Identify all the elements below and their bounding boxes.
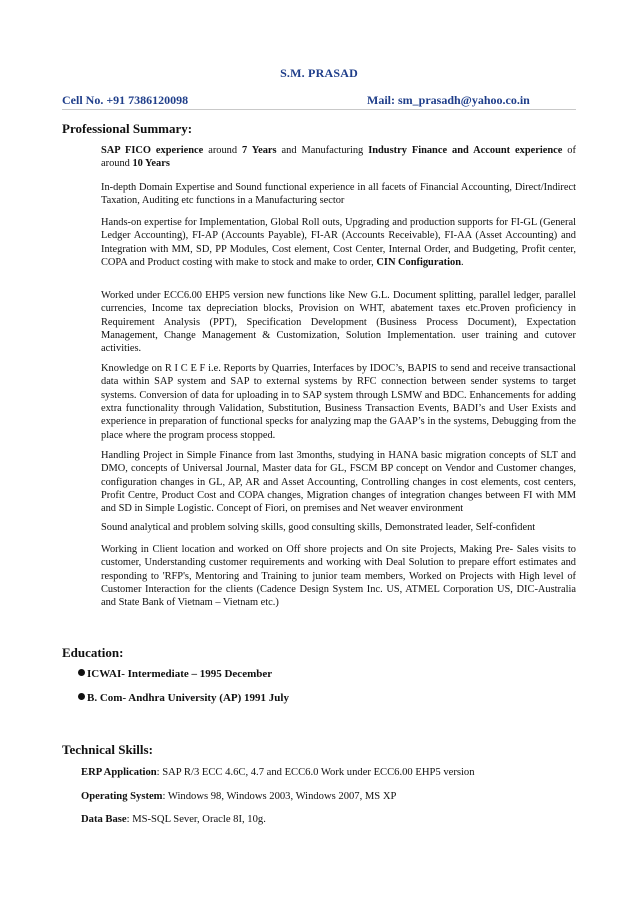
summary-paragraph-domain: In-depth Domain Expertise and Sound functional experience in all facets of Financial Accounting, Direct/Indirect Taxation, Auditing etc functions in a Manufacturing sector xyxy=(101,182,576,207)
text-fragment: and Manufacturing xyxy=(276,145,369,156)
summary-paragraph-ricef: Knowledge on R I C E F i.e. Reports by Quarries, Interfaces by IDOC’s, BAPIS to send and receive transactional data within SAP system and SAP to external systems by RFC connection between sender systems to target systems. Conversion of data for uploading in to SAP system through LSMW and BDC. Enhancements for adding extra functionality through Validation, Substitution, Business Transaction Events, BADI’s and User Exists and experience in preparation of functional specks for analyzing map the GAAP’s in the systems, Debugging from the place where the program process stopped. xyxy=(101,363,576,441)
industry-experience-text: Industry Finance and Account experience xyxy=(368,145,563,156)
summary-paragraph-implementation xyxy=(101,216,576,269)
education-item-text: ICWAI- Intermediate – 1995 December xyxy=(87,668,273,680)
text-fragment: . xyxy=(460,257,464,269)
summary-paragraph-experience xyxy=(101,144,576,171)
text-fragment: Hands-on expertise for Implementation, Global Roll outs, Upgrading and production supports for FI-GL (General Ledger Accounting), FI-AP (Accounts Payable), FI-AR (Accounts Receivable), FI-AA (Asset Accounting) and Integration with MM, SD, PP Modules, Cost element, Cost Center, Internal Order, and Budgeting, Profit center, COPA and Product costing with make to stock and make to order, xyxy=(101,217,576,269)
cell-number: Cell No. +91 7386120098 xyxy=(62,93,189,107)
bullet-icon xyxy=(78,693,85,700)
summary-heading: Professional Summary: xyxy=(62,121,193,136)
years-fico: 7 Years xyxy=(242,145,277,156)
skill-erp xyxy=(81,767,475,778)
text-fragment: of around xyxy=(101,145,576,170)
header-divider xyxy=(62,109,576,110)
education-item-text: B. Com- Andhra University (AP) 1991 July xyxy=(87,692,289,704)
technical-skills-heading: Technical Skills: xyxy=(62,742,153,757)
text-fragment: around xyxy=(203,145,243,156)
summary-paragraph-ecc6: Worked under ECC6.00 EHP5 version new functions like New G.L. Document splitting, parallel ledger, parallel currencies, Income tax depreciation blocks, Provision on WHT, abatement taxes etc.Proven proficiency in Requirement Analysis (PPT), Specification Development (Business Process Document), Expectation Management, Change Management & Customization, Solution Implementation. user training and cutover activities. xyxy=(101,290,576,355)
skill-value: : SAP R/3 ECC 4.6C, 4.7 and ECC6.0 Work under ECC6.00 EHP5 version xyxy=(156,767,475,778)
fico-experience-text: SAP FICO experience xyxy=(101,145,204,156)
skill-label: Operating System xyxy=(81,791,163,802)
bullet-icon xyxy=(78,669,85,676)
candidate-name: S.M. PRASAD xyxy=(280,66,358,80)
cin-configuration-text: CIN Configuration xyxy=(376,257,461,269)
summary-paragraph-simple-finance: Handling Project in Simple Finance from last 3months, studying in HANA basic migration concepts of SLT and DMO, concepts of Universal Journal, Master data for GL, FSCM BP concept on Vendor and Customer changes, configuration changes in GL, AP, AR and Asset Accounting, Controlling changes in cost elements, cost centers, Profit Centre, Product Cost and COPA changes, Migration changes of integration changes between FI with MM and SD in Simple Logistic. Concept of Fiori, on premises and Net weaver environment xyxy=(101,450,576,515)
skill-value: : Windows 98, Windows 2003, Windows 2007, MS XP xyxy=(162,791,397,802)
years-industry: 10 Years xyxy=(132,158,170,170)
education-heading: Education: xyxy=(62,645,124,660)
education-item xyxy=(78,668,272,680)
summary-paragraph-skills: Sound analytical and problem solving skills, good consulting skills, Demonstrated leader, Self-confident xyxy=(101,522,536,533)
contact-row xyxy=(62,93,576,109)
skill-label: ERP Application xyxy=(81,767,157,778)
skill-os xyxy=(81,791,396,802)
skill-label: Data Base xyxy=(81,814,127,825)
skill-value: : MS-SQL Sever, Oracle 8I, 10g. xyxy=(126,814,266,825)
education-item xyxy=(78,692,289,704)
summary-paragraph-client: Working in Client location and worked on Off shore projects and On site Projects, Making Pre- Sales visits to customer, Understanding customer requirements and working with Deal Solution to prepare effort estimates and responding to 'RFP's, Mentoring and Training to junior team members, Worked on Projects with High level of Customer Interaction for the clients (Cadence Design System Inc. US, ATMEL Corporation US, DIC-Australia and State Bank of Vietnam – Vietnam etc.) xyxy=(101,544,576,609)
email-address: Mail: sm_prasadh@yahoo.co.in xyxy=(367,93,530,107)
skill-db xyxy=(81,814,266,825)
